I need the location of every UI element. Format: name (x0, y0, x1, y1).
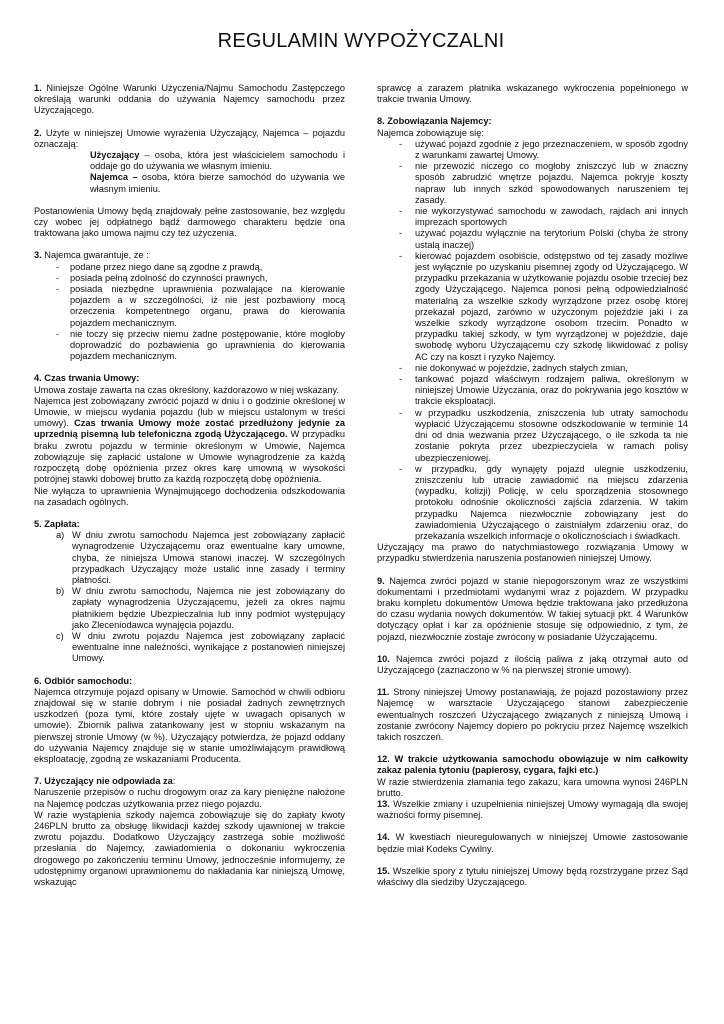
list-item: - kierować pojazdem osobiście, odstępstwo od tej zasady możliwe jest wyłącznie po uzyskaniu pisemnej zgody od Użyczającego. W przypadku przekazania w użytkowanie pojazdu osobie trzeciej bez zgody Użyczającego. Najemca ponosi pełną odpowiedzialność materialną za wszelkie szkody wyrządzone przez osobę której przekazał pojazd, zarówno w użyczonym pojeździe jaki i za wszelkie szkody wyrządzone osobom trzecim. Ponadto w przypadku takiej szkody, w tym wyrządzonej w pojeździe, daje swobodę wyboru Użyczającemu czy szkodę likwidować z polisy AC czy na koszt i ryzyko Najemcy. (377, 251, 688, 363)
list-item: - nie toczy się przeciw niemu żadne postępowanie, które mogłoby doprowadzić do pozbawienia go uprawnienia do kierowania pojazdem mechanicznym. (34, 329, 345, 363)
section-1-text: Niniejsze Ogólne Warunki Użyczenia/Najmu Samochodu Zastępczego określają warunki oddania do używania Najemcy samochodu przez Użyczającego. (34, 83, 345, 116)
section-5-heading: 5. Zapłata: (34, 518, 80, 529)
section-8-list (377, 139, 688, 542)
section-12 (377, 754, 688, 799)
section-13: 13. Wszelkie zmiany i uzupełnienia niniejszej Umowy wymagają dla swojej ważności formy pisemnej. (377, 798, 688, 821)
section-6-heading: 6. Odbiór samochodu: (34, 675, 133, 686)
list-item: - w przypadku, gdy wynajęty pojazd ulegnie uszkodzeniu, zniszczeniu lub utracie zawiadomić na miejscu zdarzenia (wypadku, kolizji) Policję, w celu sporządzenia stosownego protokołu odnośnie okoliczności zajścia zdarzenia. W takim przypadku Najemca niezwłocznie zobowiązany jest do zawiadomienia Użyczającego o zaistniałym zdarzeniu oraz, do przekazania wszelkich informacje o okolicznościach i świadkach. (377, 464, 688, 542)
section-10: 10. Najemca zwróci pojazd z ilością paliwa z jaką otrzymał auto od Użyczającego (zaznaczono w % na pierwszej stronie umowy). (377, 653, 688, 675)
postanowienia-paragraph: Postanowienia Umowy będą znajdowały pełne zastosowanie, bez względu czy wobec jej odpłatnego bądź darmowego charakteru będzie ona traktowana jako umowa najmu czy też użyczenia. (34, 205, 345, 239)
section-7-paragraph-1: Naruszenie przepisów o ruchu drogowym oraz za kary pieniężne nałożone na Najemcę podczas użytkowania przez niego pojazdu. (34, 787, 345, 809)
section-15: 15. Wszelkie spory z tytułu niniejszej Umowy będą rozstrzygane przez Sąd właściwy dla siedziby Użyczającego. (377, 865, 688, 887)
section-3-number: 3. (34, 250, 42, 261)
section-8-intro: Najemca zobowiązuje się: (377, 127, 484, 138)
section-11: 11. Strony niniejszej Umowy postanawiają, że pojazd pozostawiony przez Najemcę w warsztacie Użyczającego stanowi zabezpieczenie ewentualnych roszczeń Użyczającego związanych z niniejszą Umową i zostanie zwrócony Najemcy dopiero po pokryciu przez Najemcę wszelkich takich roszczeń. (377, 687, 688, 742)
section-4-paragraph-2: Najemca jest zobowiązany zwrócić pojazd w dniu i o godzinie określonej w Umowie, w miejscu wydania pojazdu (lub w miejscu ustalonym w treści umowy). Czas trwania Umowy może zostać przedłużony jedynie za uprzednią pisemną lub telefoniczna zgodą Użyczającego. W przypadku braku zwrotu pojazdu w terminie określonym w Umowie, Najemca zobowiązuje się zapłacić ustalone w Umowie wynagrodzenie za każdą rozpoczętą dobę opóźnienia przez okres karę umowną w wysokości potrójnej stawki dobowej brutto za każdą rozpoczętą dobę opóźnienia. (34, 395, 345, 485)
list-item: - posiada pełną zdolność do czynności prawnych, (34, 273, 345, 284)
list-item: - w przypadku uszkodzenia, zniszczenia lub utraty samochodu wypłacić Użyczającemu stosowne odszkodowanie w terminie 14 dni od dnia wezwania przez Użyczającego, o ile szkoda ta nie zostanie pokryta przez ubezpieczyciela w ramach polisy ubezpieczeniowej. (377, 408, 688, 464)
section-8 (377, 116, 688, 564)
two-column-body (34, 83, 688, 888)
section-2 (34, 128, 345, 195)
section-4-paragraph-3: Nie wyłącza to uprawnienia Wynajmującego dochodzenia odszkodowania na zasadach ogólnych. (34, 485, 345, 507)
section-14: 14. W kwestiach nieuregulowanych w niniejszej Umowie zastosowanie będzie miał Kodeks Cywilny. (377, 832, 689, 854)
section-1 (34, 83, 345, 117)
section-12-text: W razie stwierdzenia złamania tego zakazu, kara umowna wynosi 246PLN brutto. (377, 776, 688, 798)
section-12-bold: 12. W trakcie użytkowania samochodu obowiązuje w nim całkowity zakaz palenia tytoniu (papierosy, cygara, fajki etc.) (377, 754, 688, 776)
definition-najemca: Najemca – osoba, która bierze samochód do używania we własnym imieniu. (90, 172, 345, 194)
definition-uzyczajacy: Użyczający – osoba, która jest właścicielem samochodu i oddaje go do używania we własnym imieniu. (90, 150, 345, 172)
list-item: - używać pojazdu wyłącznie na terytorium Polski (chyba że strony ustalą inaczej) (377, 228, 688, 250)
section-2-number: 2. (34, 127, 42, 138)
list-item: a) W dniu zwrotu samochodu Najemca jest zobowiązany zapłacić wynagrodzenie Użyczającemu oraz ewentualne kary umowne, chyba, że niniejsza Umowa stanowi inaczej. W szczególnych przypadkach Użyczający może ustalić inne zasady i terminy płatności. (56, 530, 345, 585)
section-7 (34, 776, 345, 888)
section-4-paragraph-1: Umowa zostaje zawarta na czas określony, każdorazowo w niej wskazany. (34, 384, 340, 395)
section-7-heading: 7. Użyczający nie odpowiada za: (34, 776, 176, 787)
list-item: b) W dniu zwrotu samochodu, Najemca nie jest zobowiązany do zapłaty wynagrodzenia Użyczającemu, jeżeli za okres najmu płatnikiem będzie Ubezpieczalnia lub inny podmiot występujący jako Zleceniodawca wynajęcia pojazdu. (56, 586, 345, 630)
list-item: - podane przez niego dane są zgodne z prawdą, (34, 262, 345, 273)
section-8-heading: 8. Zobowiązania Najemcy: (377, 116, 492, 127)
list-item: - nie przewozić niczego co mogłoby zniszczyć lub w znaczny sposób zabrudzić wnętrze pojazdu. Najemca pokryje koszty napraw lub innych szkód spowodowanych naruszeniem tej zasady. (377, 161, 688, 206)
document-title: REGULAMIN WYPOŻYCZALNI (217, 30, 505, 52)
section-3-text: Najemca gwarantuje, że : (41, 250, 149, 261)
list-item: - używać pojazd zgodnie z jego przeznaczeniem, w sposób zgodny z warunkami zawartej Umowy. (377, 139, 688, 161)
section-9: 9. Najemca zwróci pojazd w stanie niepogorszonym wraz ze wszystkimi dokumentami i przedmiotami wydanymi wraz z pojazdem. W przypadku braku kompletu dokumentów Umowa będzie traktowana jako przedłużona do czasu wydania nowych dokumentów. W takiej sytuacji pkt. 4 Warunków dotyczący opłat i kar za opóźnienie stosuje się odpowiednio, z tym, że pojazd, niezwłocznie zostaje zwrócony w posiadanie Użyczającemu. (377, 575, 688, 642)
section-1-number: 1. (34, 83, 42, 93)
section-2-text: Użyte w niniejszej Umowie wyrażenia Użyczający, Najemca – pojazdu oznaczają: (34, 127, 346, 149)
section-5-list (34, 530, 345, 664)
section-6 (34, 676, 345, 766)
section-7-paragraph-2: W razie wystąpienia szkody najemca zobowiązuje się do zapłaty kwoty 246PLN brutto za obsługę likwidacji każdej szkody ujawnionej w trakcie zwrotu pojazdu. Dodatkowo Użyczający zastrzega sobie możliwość przesłania do Najemcy, zawiadomienia o dokonaniu wykroczenia drogowego po zakończeniu terminu Umowy, jednocześnie informujemy, że udostępnimy organowi uprawnionemu do nakładania kar niniejszą Umowę, wskazując (34, 809, 345, 887)
section-3 (34, 250, 345, 362)
list-item: - tankować pojazd właściwym rodzajem paliwa, określonym w niniejszej Umowie Użyczania, oraz do pokrywania jego kosztów w trakcie eksploatacji. (377, 374, 688, 408)
list-item: - posiada niezbędne uprawnienia pozwalające na kierowanie pojazdem a w szczególności, iż nie jest pozbawiony mocą orzeczenia kompetentnego organu, prawa do kierowania pojazdem mechanicznym. (34, 284, 345, 329)
left-column (34, 83, 345, 888)
list-item: - nie dokonywać w pojeździe, żadnych stałych zmian, (377, 363, 688, 374)
section-3-list (34, 262, 345, 363)
section-6-text: Najemca otrzymuje pojazd opisany w Umowie. Samochód w chwili odbioru znajdował się w stanie dobrym i nie posiadał żadnych zewnętrznych uszkodzeń (poza tymi, które zostały ujęte w uwagach opisanych w umowie). Zbiornik paliwa zatankowany jest w stopniu wskazanym na pierwszej stronie Umowy (w %). Użyczający potwierdza, że pojazd oddany do używania Najemcy znajduje się w stanie umożliwiającym prawidłową eksploatację, zgodną ze wskazaniami Producenta. (34, 686, 345, 764)
section-5 (34, 519, 345, 665)
right-column (377, 83, 688, 888)
section-4-heading: 4. Czas trwania Umowy: (34, 373, 140, 384)
section-8-after: Użyczający ma prawo do natychmiastowego rozwiązania Umowy w przypadku stwierdzenia naruszenia postanowień niniejszej Umowy. (377, 542, 688, 564)
list-item: c) W dniu zwrotu pojazdu Najemca jest zobowiązany zapłacić ewentualne inne należności, wynikające z postanowień niniejszej Umowy. (56, 630, 345, 664)
list-item: - nie wykorzystywać samochodu w zawodach, rajdach ani innych imprezach sportowych (377, 206, 688, 228)
section-7-continuation: sprawcę a zarazem płatnika wskazanego wykroczenia popełnionego w trakcie trwania Umowy. (377, 83, 688, 105)
section-4 (34, 373, 345, 507)
